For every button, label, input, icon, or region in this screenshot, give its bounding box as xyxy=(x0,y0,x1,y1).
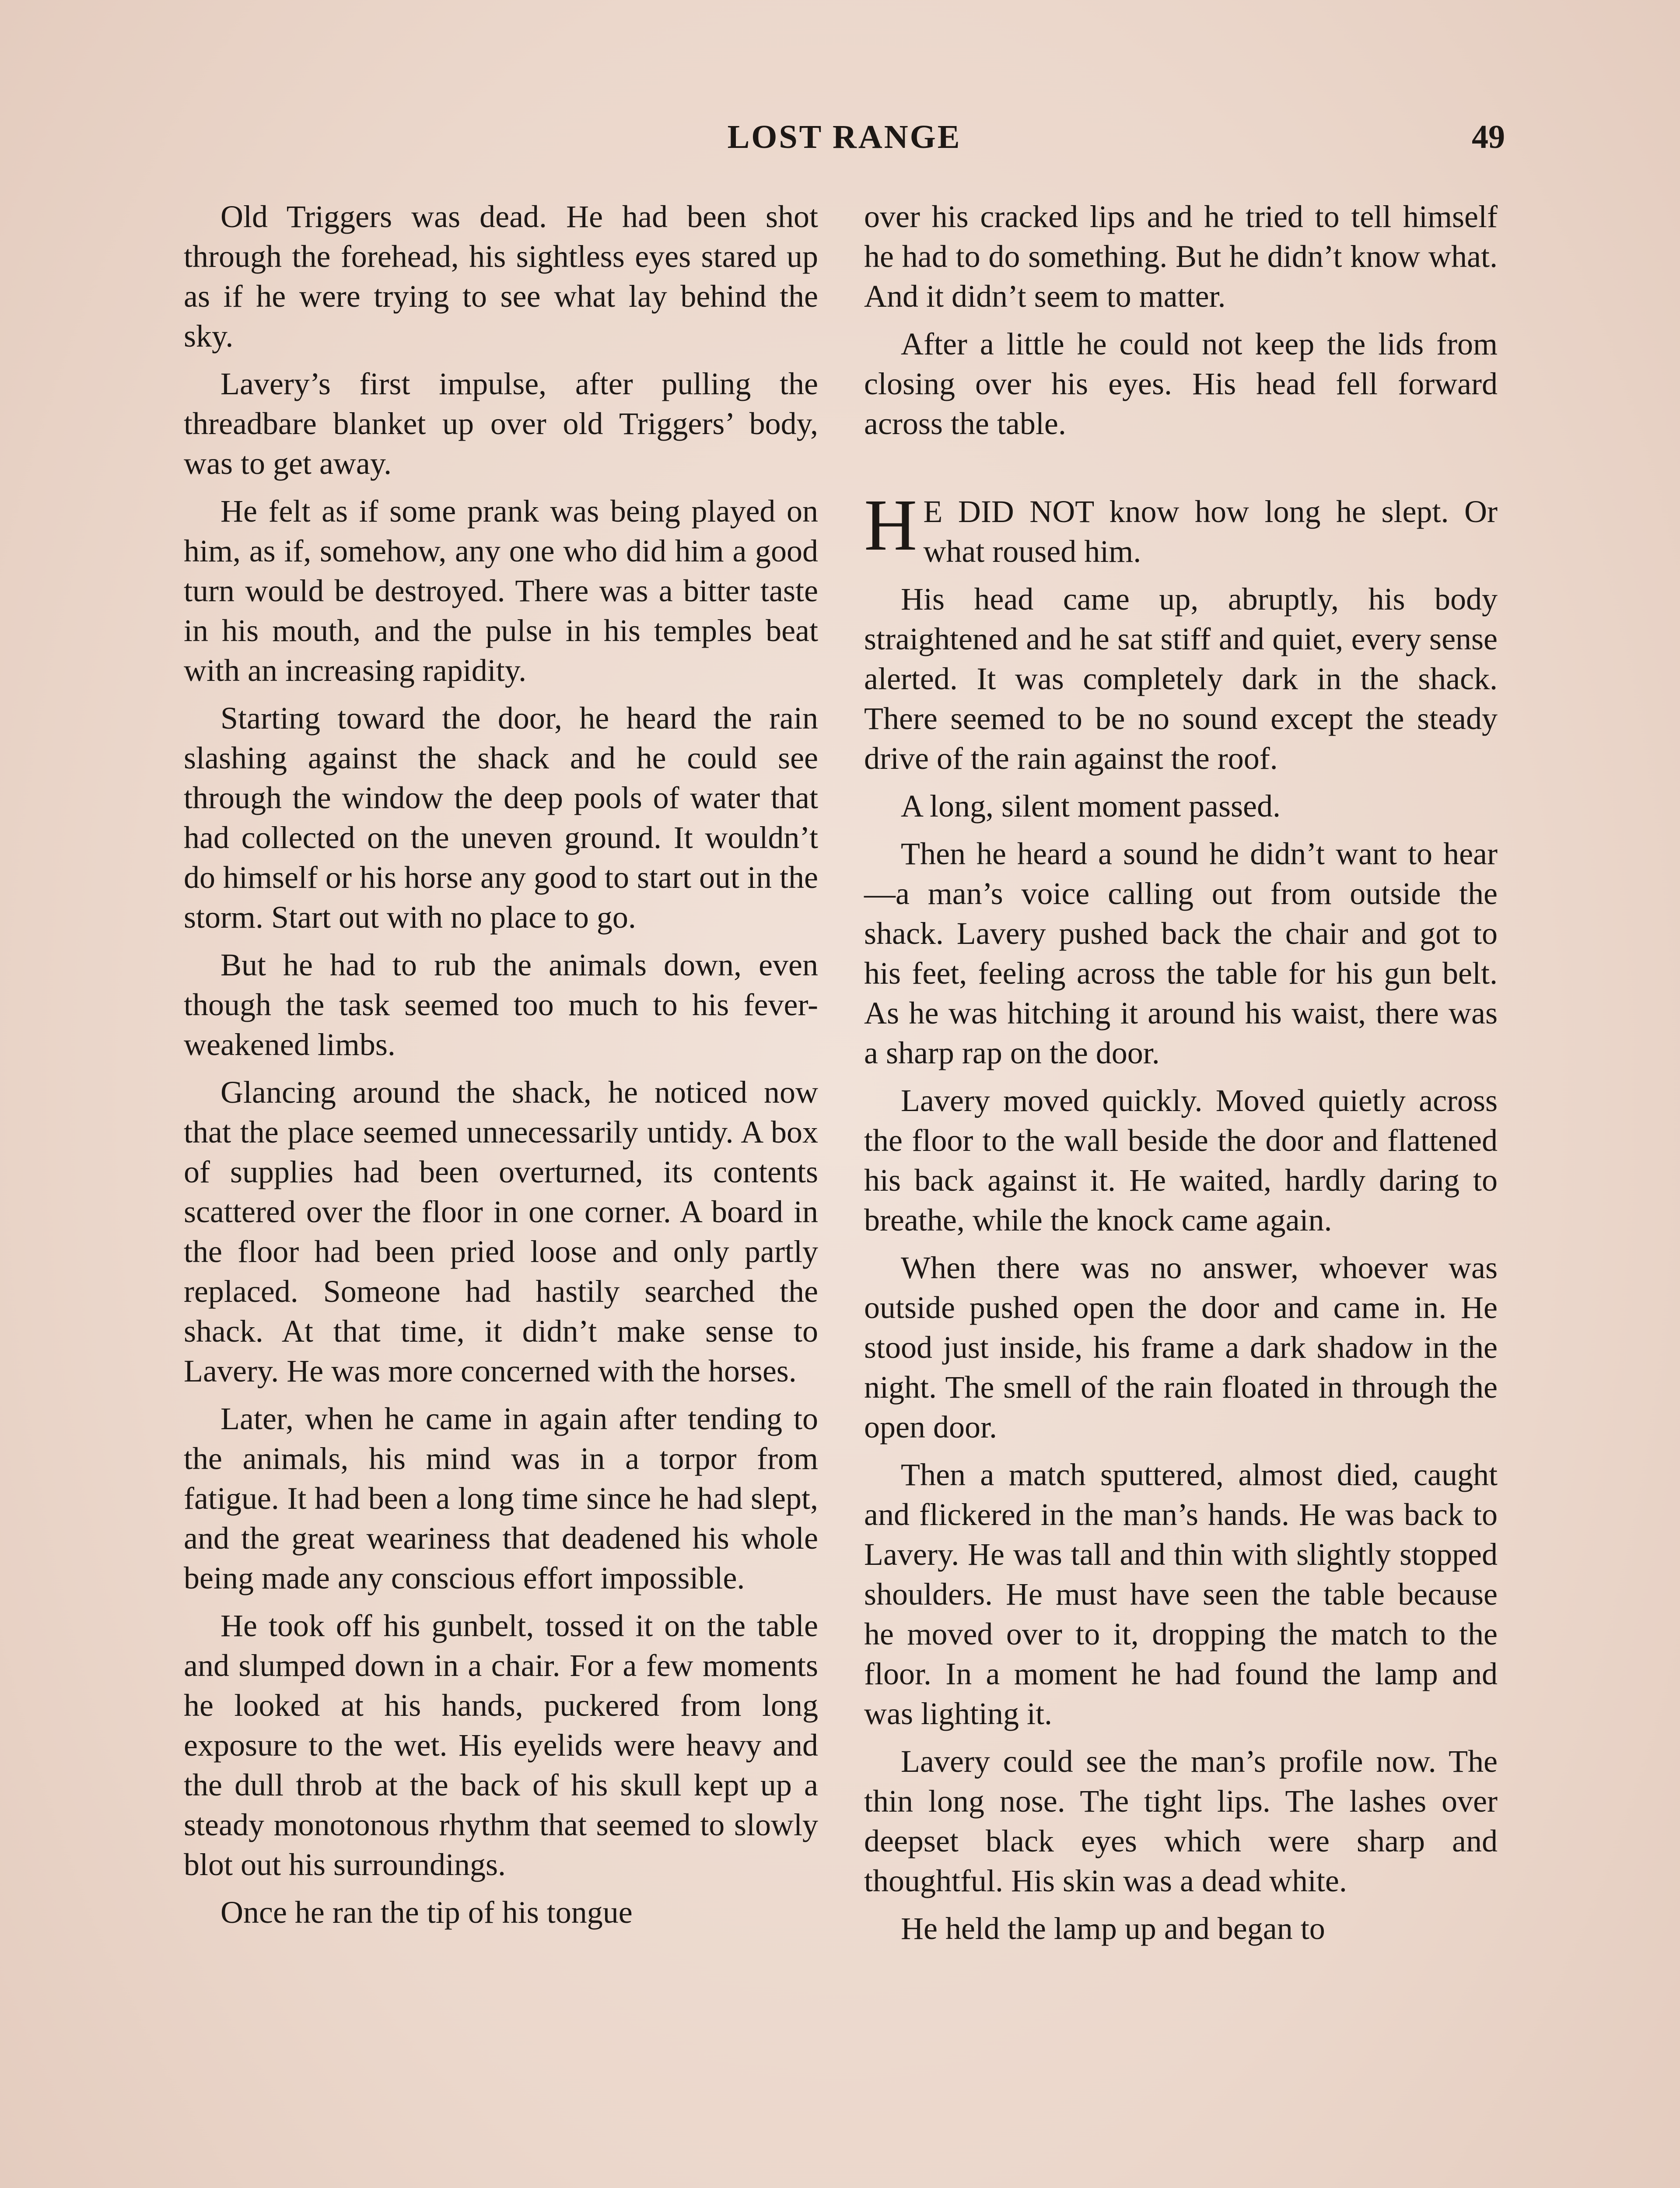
page-number: 49 xyxy=(1472,119,1505,155)
drop-cap: H xyxy=(864,484,917,566)
paragraph: Starting toward the door, he heard the rain slashing against the shack and he could see through the window the deep pools of water that had collected on the uneven ground. It wouldn’t do himself or his horse any good to start out in the storm. Start out with no place to go. xyxy=(184,701,818,935)
page-header xyxy=(184,118,1505,166)
opening-text: know how long he slept. Or what roused him. xyxy=(923,494,1498,569)
paragraph: Later, when he came in again after tending to the animals, his mind was in a torpor from fatigue. It had been a long time since he had slept, and the great weariness that deadened his whole being made any conscious effort impossible. xyxy=(184,1401,818,1595)
paragraph: Then he heard a sound he didn’t want to hear—a man’s voice calling out from outside the shack. Lavery pushed back the chair and got to his feet, feeling across the table for his gun belt. As he was hitching it around his waist, there was a sharp rap on the door. xyxy=(864,836,1498,1070)
paragraph: But he had to rub the animals down, even though the task seemed too much to his fever-weakened limbs. xyxy=(184,947,818,1062)
paragraph-continuation: over his cracked lips and he tried to tell himself he had to do something. But he didn’t know what. And it didn’t seem to matter. xyxy=(864,199,1498,314)
paragraph: Then a match sputtered, almost died, caught and flickered in the man’s hands. He was back to Lavery. He was tall and thin with slightly stopped shoulders. He must have seen the table because he moved over to it, dropping the match to the floor. In a moment he had found the lamp and was lighting it. xyxy=(864,1457,1498,1731)
paragraph: A long, silent moment passed. xyxy=(901,789,1281,824)
opening-small-caps: E DID NOT xyxy=(923,494,1094,529)
paragraph: Once he ran the tip of his tongue xyxy=(220,1895,633,1930)
running-head: LOST RANGE xyxy=(727,119,962,155)
left-column xyxy=(184,197,818,1940)
paragraph: Old Triggers was dead. He had been shot through the forehead, his sightless eyes stared up as if he were trying to see what lay behind the sky. xyxy=(184,199,818,354)
right-column xyxy=(864,197,1498,1957)
paragraph: Lavery could see the man’s profile now. The thin long nose. The tight lips. The lashes over deepset black eyes which were sharp and thoughtful. His skin was a dead white. xyxy=(864,1744,1498,1898)
paragraph: He held the lamp up and began to xyxy=(901,1911,1325,1946)
paragraph: Lavery moved quickly. Moved quietly across the floor to the wall beside the door and flattened his back against it. He waited, hardly daring to breathe, while the knock came again. xyxy=(864,1083,1498,1238)
paragraph: When there was no answer, whoever was outside pushed open the door and came in. He stood just inside, his frame a dark shadow in the night. The smell of the rain floated in through the open door. xyxy=(864,1250,1498,1445)
paragraph: He felt as if some prank was being played on him, as if, somehow, any one who did him a good turn would be destroyed. There was a bitter taste in his mouth, and the pulse in his temples beat with an increasing rapidity. xyxy=(184,494,818,688)
paragraph: He took off his gunbelt, tossed it on the table and slumped down in a chair. For a few moments he looked at his hands, puckered from long exposure to the wet. His eyelids were heavy and the dull throb at the back of his skull kept up a steady monotonous rhythm that seemed to slowly blot out his surroundings. xyxy=(184,1608,818,1882)
paragraph: Lavery’s first impulse, after pulling the threadbare blanket up over old Triggers’ body, was to get away. xyxy=(184,366,818,481)
paragraph: After a little he could not keep the lids from closing over his eyes. His head fell forward across the table. xyxy=(864,326,1498,441)
section-opening-paragraph xyxy=(864,484,1498,572)
paragraph: Glancing around the shack, he noticed now that the place seemed unnecessarily untidy. A box of supplies had been overturned, its contents scattered over the floor in one corner. A board in the floor had been pried loose and only partly replaced. Someone had hastily searched the shack. At that time, it didn’t make sense to Lavery. He was more concerned with the horses. xyxy=(184,1075,818,1389)
paragraph: His head came up, abruptly, his body straightened and he sat stiff and quiet, every sense alerted. It was completely dark in the shack. There seemed to be no sound except the steady drive of the rain against the roof. xyxy=(864,582,1498,776)
